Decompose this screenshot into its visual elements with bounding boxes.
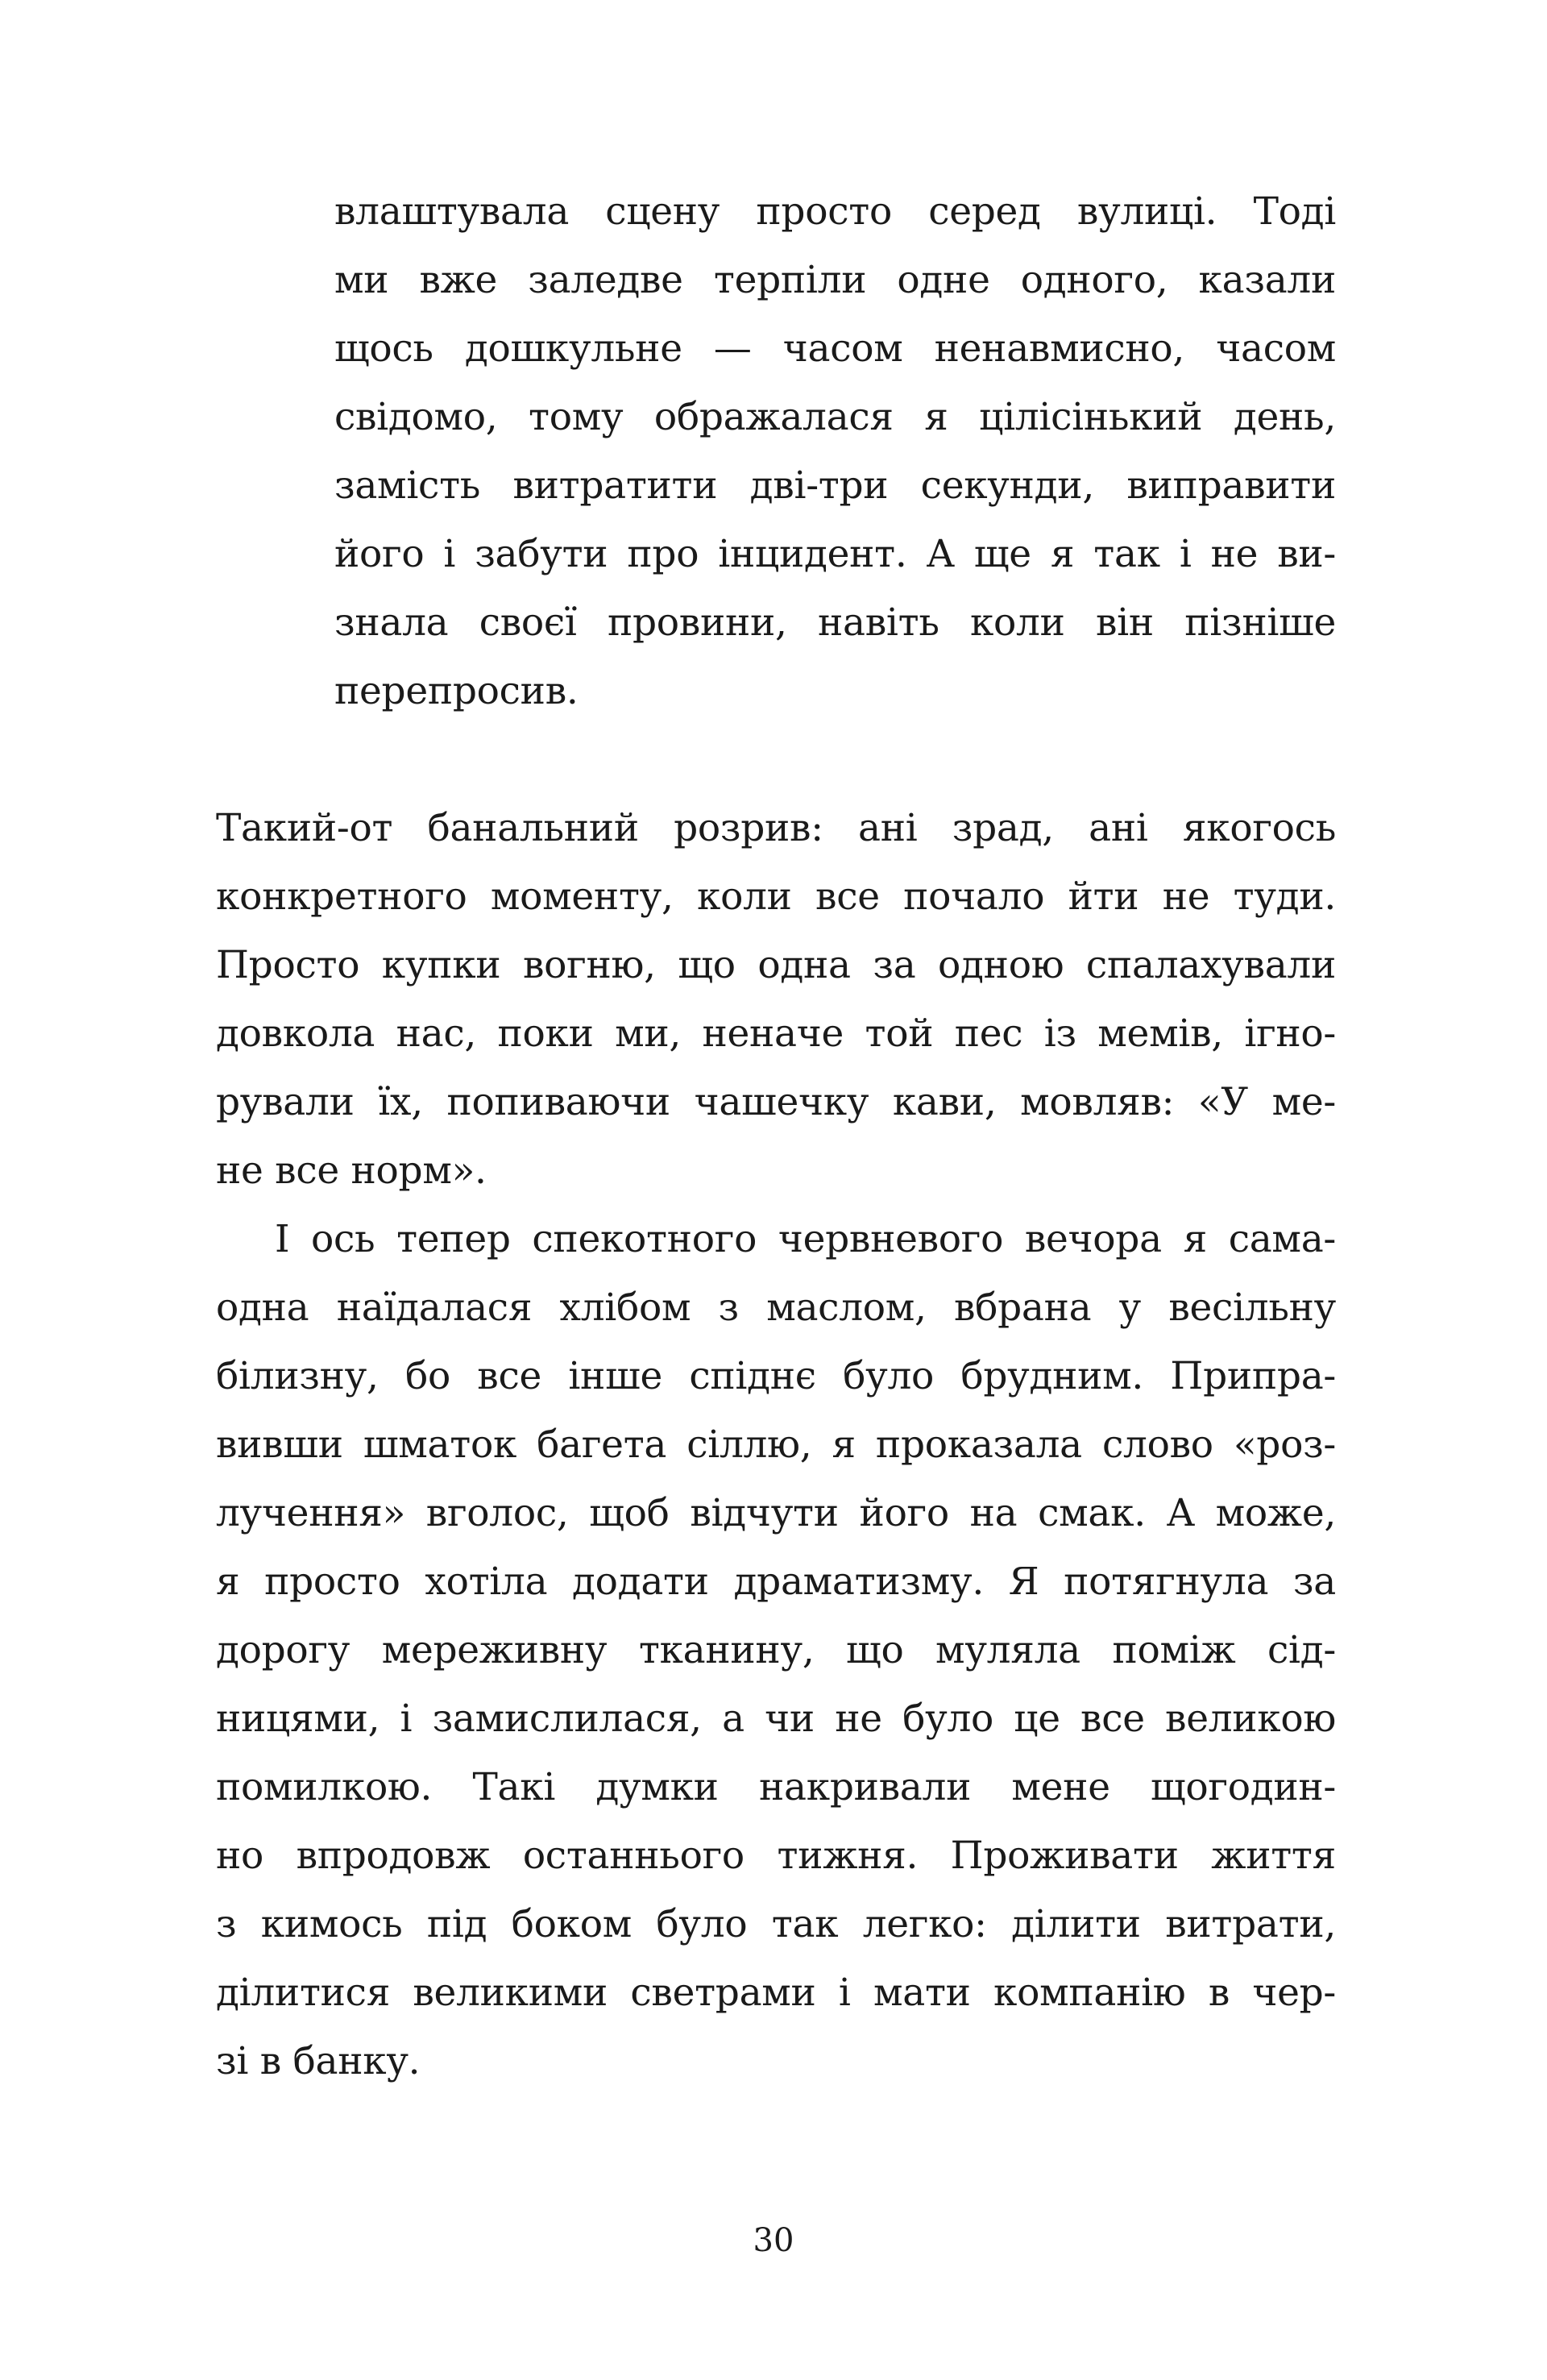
- quote-line: знала своєї провини, навіть коли він пізніше: [334, 600, 1336, 645]
- quote-line: його і забути про інцидент. А ще я так і не ви-: [334, 532, 1336, 576]
- paragraph-line: я просто хотіла додати драматизму. Я потягнула за: [216, 1560, 1336, 1604]
- page-number: 30: [753, 2222, 794, 2259]
- quote-line: перепросив.: [334, 669, 579, 713]
- paragraph-first-line: І ось тепер спекотного червневого вечора я сама-: [275, 1217, 1336, 1261]
- quote-line: щось дошкульне — часом ненавмисно, часом: [334, 326, 1336, 371]
- quote-line: влаштувала сцену просто серед вулиці. Тоді: [334, 189, 1336, 234]
- paragraph-line: одна наїдалася хлібом з маслом, вбрана у весільну: [216, 1286, 1336, 1330]
- paragraph-line: рували їх, попиваючи чашечку кави, мовляв: «У ме-: [216, 1080, 1336, 1124]
- quote-line: свідомо, тому ображалася я цілісінький день,: [334, 395, 1336, 439]
- paragraph-line: білизну, бо все інше спіднє було брудним. Припра-: [216, 1354, 1336, 1398]
- paragraph-line: но впродовж останнього тижня. Проживати життя: [216, 1834, 1336, 1878]
- paragraph-line: дорогу мереживну тканину, що муляла поміж сід-: [216, 1628, 1336, 1672]
- paragraph-line: конкретного моменту, коли все почало йти не туди.: [216, 874, 1336, 919]
- paragraph-line: зі в банку.: [216, 2039, 421, 2083]
- quote-line: замість витратити дві-три секунди, виправити: [334, 463, 1336, 508]
- paragraph-line: помилкою. Такі думки накривали мене щогодин-: [216, 1765, 1336, 1809]
- paragraph-line: Просто купки вогню, що одна за одною спалахували: [216, 943, 1336, 987]
- paragraph-line: з кимось під боком було так легко: ділити витрати,: [216, 1902, 1336, 1946]
- paragraph-line: довкола нас, поки ми, неначе той пес із мемів, ігно-: [216, 1011, 1336, 1056]
- paragraph-line: Такий-от банальний розрив: ані зрад, ані якогось: [216, 806, 1336, 850]
- paragraph-line: не все норм».: [216, 1148, 487, 1193]
- paragraph-line: вивши шматок багета сіллю, я проказала слово «роз-: [216, 1423, 1336, 1467]
- quote-line: ми вже заледве терпіли одне одного, казали: [334, 258, 1336, 302]
- paragraph-line: лучення» вголос, щоб відчути його на смак. А може,: [216, 1491, 1336, 1535]
- paragraph-line: ділитися великими светрами і мати компанію в чер-: [216, 1971, 1336, 2015]
- paragraph-line: ницями, і замислилася, а чи не було це все великою: [216, 1697, 1336, 1741]
